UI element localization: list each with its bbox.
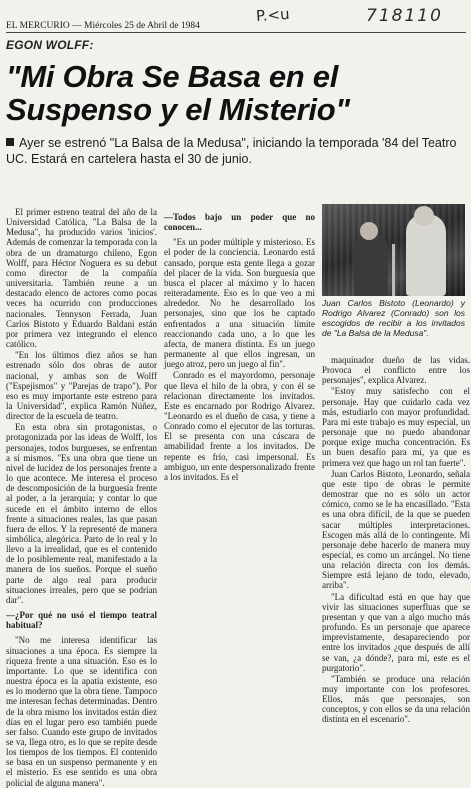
paragraph: "Estoy muy satisfecho con el personaje. Hay que cuidarlo cada vez más, estudiarlo con mayor profundidad. Para mí este trabajo es muy especial, un personaje que no puedo abandonar porque exige mucha concentración. Es un buen desafío para mí, ya que es primera vez que hago un rol tan fuerte". — [322, 386, 470, 468]
article-column-1 — [6, 207, 157, 788]
paragraph: "La dificultad está en que hay que vivir las situaciones superfluas que se presentan y que van a algo mucho más profundo. Es un personaje que aparece imprevistamente, desapareciendo por entre los invitados ¿que después de allí se van, ¿a dónde?, para mí, este es el purgatorio". — [322, 591, 470, 673]
headline: "Mi Obra Se Basa en el Suspenso y el Misterio" — [6, 59, 350, 127]
photo-caption: Juan Carlos Bistoto (Leonardo) y Rodrigo Alvarez (Conrado) son los escogidos de recibir a los invitados de "La Balsa de la Medusa". — [322, 298, 465, 338]
subhead: —Todos bajo un poder que no conocen... — [164, 212, 315, 233]
article-column-2 — [164, 207, 315, 600]
paragraph: El primer estreno teatral del año de la Universidad Católica, "La Balsa de la Medusa", ha producido varios 'inicios'. Además de comenzar la temporada con la obra de un dramaturgo chileno, Egon Wolff, para Héctor Noguera es su debut como director de la compañía universitaria. También reune a un destacado elenco de actores como pocas veces ha ocurrido con producciones nacionales. Tennyson Ferrada, Juan Carlos Bistoto y Eduardo Baldani están por primera vez integrando el elenco católico. — [6, 207, 157, 350]
dateline: EL MERCURIO — Miércoles 25 de Abril de 1984 — [6, 21, 466, 33]
actor-figure — [406, 214, 446, 296]
subhead: —¿Por qué no usó el tiempo teatral habitual? — [6, 610, 157, 631]
handwritten-code: P.<u — [255, 4, 291, 26]
paragraph: En esta obra sin protagonistas, o protagonizada por las ideas de Wolff, los personajes, todos burgueses, se enfrentan a sí mismos. "Es una obra que tiene un nivel de lucidez de los personajes frente a lo que acontece. Me interesa el proceso de descomposición de la burguesía frente al poder, a la jerarquía; y contar lo que sucede en el ámbito interno de ellos frente a situaciones reales, las que pasan fuera de ellos. Y la representé de manera simbólica, alegórica. Parto de lo real y lo llevo a la irrealidad, que es el contenido de lo posiblemente real, manifestado a la manera de los sueños. Porque el sueño parte de algo real para producir situaciones irreales, pero que se podrían dar". — [6, 422, 157, 605]
bullet-square-icon — [6, 138, 14, 146]
deck-text: Ayer se estrenó "La Balsa de la Medusa", iniciando la temporada '84 del Teatro UC. Estará en cartelera hasta el 30 de junio. — [6, 136, 457, 166]
article-column-3 — [322, 355, 470, 725]
actor-figure — [354, 234, 388, 296]
paragraph: "No me interesa identificar las situaciones a una época. Es siempre la riqueza frente a una situación. Eso es lo importante. Lo que se identifica con nuestra época es la apatía existente, eso es lo moderno que la obra tiene. Tampoco me interesan fechas determinadas. Dentro de la obra mismo los invitados están diez días en el lugar pero eso también puede ser falso. Cuando este grupo de invitados se va, llega otro, es lo que se repite desde los tiempos de los tiempos. El contenido se basa en un suspenso permanente y en el misterio. Es ese sentido es una obra policial de alguna manera". — [6, 635, 157, 788]
paragraph: Juan Carlos Bistoto, Leonardo, señala que este tipo de obras le permite demostrar que no es sólo un actor cómico, como se le ha encasillado. "Esta es una obra difícil, de la que se pueden sacar múltiples interpretaciones. Escogen más allá de lo contingente. Mi personaje debe hacerlo de manera muy especial, es como un arcángel. No tiene una relación directa con los demás. Siempre está lejano de todo, elevado, arriba". — [322, 468, 470, 591]
kicker: EGON WOLFF: — [6, 38, 94, 52]
deck — [6, 136, 466, 167]
paragraph: maquinador dueño de las vidas. Provoca el conflicto entre los personajes", explica Alvarez. — [322, 355, 470, 386]
paragraph: "También se produce una relación muy importante con los profesores. Ellos, más que personajes, son conceptos, y con ellos se da una relación distinta en el escenario". — [322, 673, 470, 725]
paragraph: Conrado es el mayordomo, personaje que lleva el hilo de la obra, y con él se relacionan directamente los invitados. Este es encarnado por Rodrigo Alvarez. "Leonardo es el dueño de casa, y tiene a Conrado como el ejecutor de las torturas. El se presenta con una cáscara de amabilidad frente a los invitados. De repente es frío, casi impersonal. Es ambiguo, un ente despersonalizado frente a los invitados. Es el — [164, 370, 315, 482]
paragraph: "En los últimos diez años se han estrenado sólo dos obras de autor nacional, y ambas son de Wolff ("Espejismos" y "Parejas de trapo"). Por eso es muy importante este estreno para la Universidad", explica Ramón Núñez, director de la escuela de teatro. — [6, 350, 157, 422]
handwritten-number: 718110 — [366, 6, 443, 26]
news-photo — [322, 204, 465, 296]
paragraph: "Es un poder múltiple y misterioso. Es el poder de la conciencia. Leonardo está cansado, porque esta gente llega a gozar del placer de la vida. Son burguesía que busca el placer al máximo y lo hacen reiteradamente. Eso es lo que veo a mi alrededor. No he desarrollado los personajes, sino que los he captado enfrentados a una situación límite reaccionando cada uno, a lo que les afecta, de manera distinta. Es un juego permanente al que ellos ingresan, un juego atroz, pero un juego al fin". — [164, 237, 315, 370]
